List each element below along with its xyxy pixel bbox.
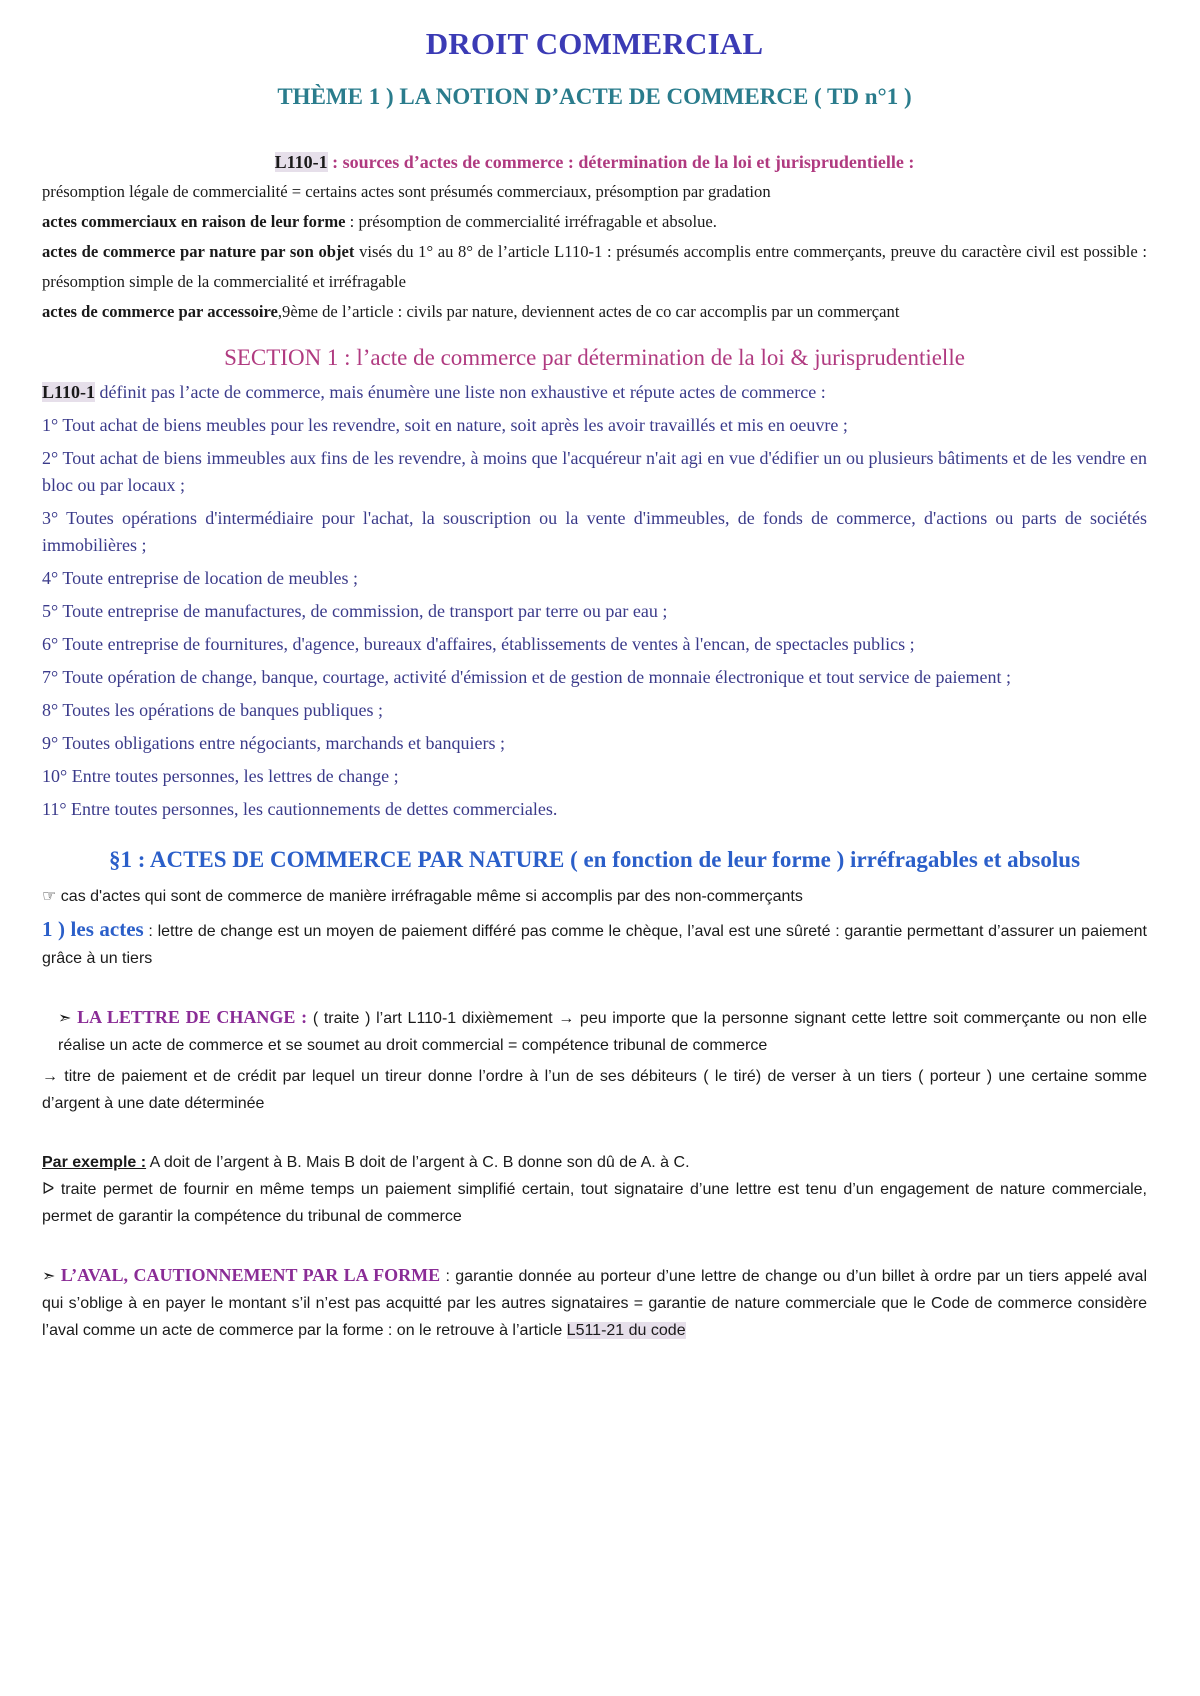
list-item: 3° Toutes opérations d'intermédiaire pour l'achat, la souscription ou la vente d'immeubles, de fonds de commerce, d'actions ou parts de sociétés immobilières ; bbox=[42, 508, 1147, 555]
arrow-bullet-icon: ➣ bbox=[58, 1010, 72, 1027]
intro-line-text: ,9ème de l’article : civils par nature, deviennent actes de co car accomplis par un commerçant bbox=[277, 302, 900, 321]
intro-heading bbox=[42, 152, 1147, 173]
note-line bbox=[42, 883, 1147, 910]
list-item: 7° Toute opération de change, banque, courtage, activité d'émission et de gestion de monnaie électronique et tout service de paiement ; bbox=[42, 667, 1012, 687]
list-item: 5° Toute entreprise de manufactures, de commission, de transport par terre ou par eau ; bbox=[42, 601, 668, 621]
intro-heading-text: : sources d’actes de commerce : détermination de la loi et jurisprudentielle : bbox=[327, 152, 915, 172]
intro-line-text: visés du 1° au 8° de l’article L110-1 : présumés accomplis entre commerçants, preuve du caractère civil est possible : présomption simple de la commercialité et irréfragable bbox=[42, 242, 1147, 291]
exemple-text: A doit de l’argent à B. Mais B doit de l’argent à C. B donne son dû de A. à C. bbox=[146, 1154, 690, 1171]
list-item: 4° Toute entreprise de location de meubles ; bbox=[42, 568, 359, 588]
list-item: 2° Tout achat de biens immeubles aux fins de les revendre, à moins que l'acquéreur n'ait agi en vue d'édifier un ou plusieurs bâtiments et de les vendre en bloc ou par locaux ; bbox=[42, 448, 1147, 495]
actes-paragraph bbox=[42, 916, 1147, 972]
article-ref: L110-1 bbox=[274, 152, 328, 172]
list-item: 1° Tout achat de biens meubles pour les revendre, soit en nature, soit après les avoir travaillés et mis en oeuvre ; bbox=[42, 415, 848, 435]
lettre-paragraph bbox=[42, 1004, 1147, 1059]
exemple-label: Par exemple : bbox=[42, 1154, 147, 1171]
article-ref: L110-1 bbox=[42, 382, 96, 402]
lettre-heading: LA LETTRE DE CHANGE : bbox=[71, 1007, 313, 1027]
note-text: cas d'actes qui sont de commerce de manière irréfragable même si accomplis par des non-commerçants bbox=[56, 888, 803, 905]
list-item: 10° Entre toutes personnes, les lettres de change ; bbox=[42, 766, 399, 786]
intro-line: présomption légale de commercialité = certains actes sont présumés commerciaux, présomption par gradation bbox=[42, 182, 771, 201]
intro-line-bold: actes de commerce par nature par son objet bbox=[42, 242, 355, 261]
list-item: 9° Toutes obligations entre négociants, marchands et banquiers ; bbox=[42, 733, 505, 753]
aval-paragraph bbox=[42, 1262, 1147, 1344]
article-ref: L511-21 du code bbox=[566, 1322, 686, 1339]
intro-line-text: : présomption de commercialité irréfragable et absolue. bbox=[345, 212, 717, 231]
exemple-line bbox=[42, 1149, 1147, 1176]
spacer bbox=[42, 1117, 1147, 1149]
intro-line bbox=[42, 297, 1147, 327]
intro-line-bold: actes commerciaux en raison de leur forme bbox=[42, 212, 346, 231]
spacer bbox=[42, 1230, 1147, 1262]
article-list bbox=[42, 379, 1147, 823]
actes-text: : lettre de change est un moyen de paiement différé pas comme le chèque, l’aval est une sûreté : garantie permettant d’assurer un paiement grâce à un tiers bbox=[42, 923, 1147, 967]
list-intro bbox=[42, 379, 1147, 406]
spacer bbox=[42, 972, 1147, 1004]
intro-line bbox=[42, 237, 1147, 297]
actes-heading: 1 ) les actes bbox=[42, 917, 144, 941]
titre-paragraph: → titre de paiement et de crédit par lequel un tireur donne l’ordre à l’un de ses débiteurs ( le tiré) de verser à un tiers ( porteur ) une certaine somme d’argent à une date déterminée bbox=[42, 1068, 1147, 1112]
pointing-hand-icon: ☞ bbox=[42, 888, 57, 905]
list-item: 6° Toute entreprise de fournitures, d'agence, bureaux d'affaires, établissements de ventes à l'encan, de spectacles publics ; bbox=[42, 634, 915, 654]
section-title: SECTION 1 : l’acte de commerce par détermination de la loi & jurisprudentielle bbox=[224, 345, 965, 370]
aval-heading: L’AVAL, CAUTIONNEMENT PAR LA FORME bbox=[55, 1265, 441, 1285]
list-item: 8° Toutes les opérations de banques publiques ; bbox=[42, 700, 384, 720]
list-intro-text: définit pas l’acte de commerce, mais énumère une liste non exhaustive et répute actes de commerce : bbox=[95, 382, 826, 402]
aval-text: : garantie donnée au porteur d’une lettre de change ou d’un billet à ordre par un tiers appelé aval qui s’oblige à en payer le montant s’il n’est pas acquitté par les autres signataires = garantie de nature commerciale que le Code de commerce considère l’aval comme un acte de commerce par la forme : on le retrouve à l’article bbox=[42, 1268, 1148, 1339]
theme-title: THÈME 1 ) LA NOTION D’ACTE DE COMMERCE ( TD n°1 ) bbox=[277, 84, 912, 109]
list-item: 11° Entre toutes personnes, les cautionnements de dettes commerciales. bbox=[42, 799, 558, 819]
lettre-text: ( traite ) l’art L110-1 dixièmement → peu importe que la personne signant cette lettre soit commerçante ou non elle réalise un acte de commerce et se soumet au droit commercial = compétence tribunal de commerce bbox=[58, 1010, 1148, 1054]
paragraph-title: §1 : ACTES DE COMMERCE PAR NATURE ( en fonction de leur forme ) irréfragables et absolus bbox=[108, 847, 1081, 872]
document-title: DROIT COMMERCIAL bbox=[425, 26, 764, 61]
intro-line-bold: actes de commerce par accessoire bbox=[42, 302, 278, 321]
intro-line bbox=[42, 207, 1147, 237]
arrow-bullet-icon: ➣ bbox=[42, 1268, 56, 1285]
traite-paragraph: ᐅ traite permet de fournir en même temps un paiement simplifié certain, tout signataire d’une lettre est tenu d’un engagement de nature commerciale, permet de garantir la compétence du tribunal de commerce bbox=[42, 1181, 1147, 1225]
